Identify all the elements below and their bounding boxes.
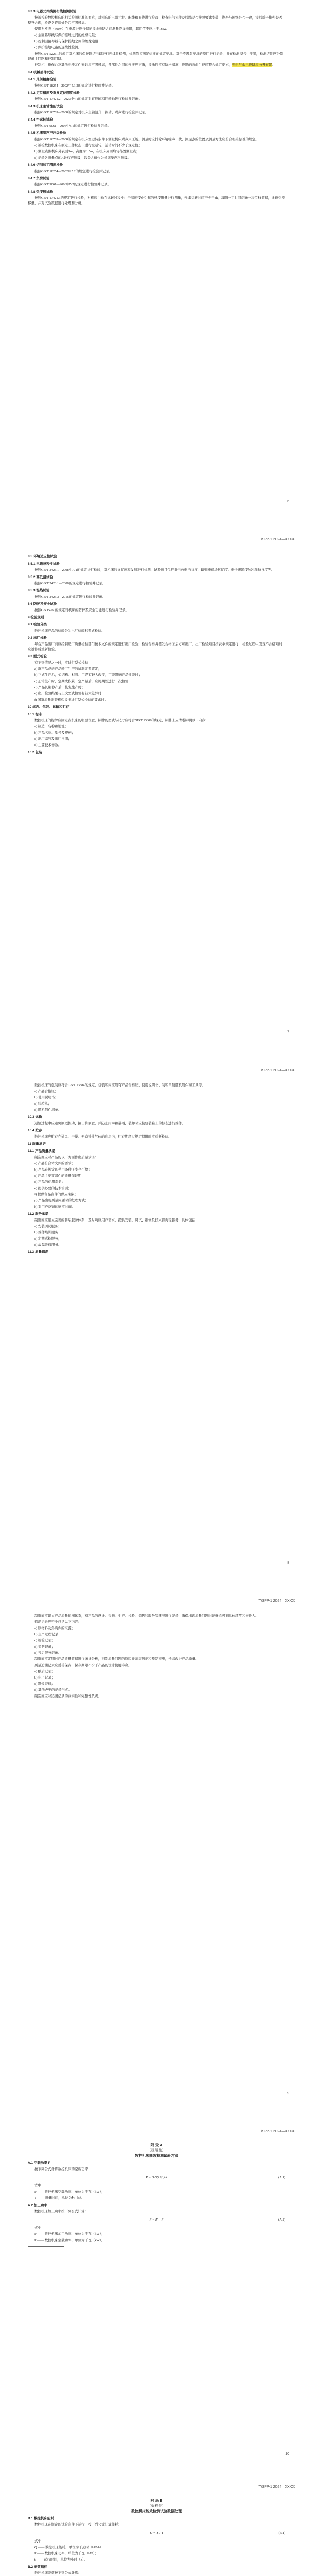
list-item <box>28 1205 285 1210</box>
section-heading <box>28 1212 285 1217</box>
page-number: 6 <box>287 500 289 503</box>
list-item <box>28 724 285 730</box>
paragraph <box>28 2167 285 2172</box>
line-text: 8.4.5 机床噪声声压级检验 <box>28 131 66 135</box>
formula-a2 <box>28 2217 285 2223</box>
line-text: 数控机床的包装应符合GB/T 13384的规定，包装箱内应附有产品合格证、使用说明书、装箱单及随机附件和工具等。 <box>34 1083 205 1087</box>
line-text: 11 质量承诺 <box>28 1142 46 1146</box>
list-item <box>28 45 285 50</box>
paragraph <box>28 1083 285 1088</box>
formula-b1 <box>28 2531 285 2536</box>
list-item <box>28 1632 285 1637</box>
formula-b1-number: (B.1) <box>278 2531 285 2535</box>
paragraph <box>28 1694 285 1699</box>
line-text: 按照GB/T 18254—2002中5.1.2的规定进行检验并记录。 <box>34 84 115 88</box>
list-item <box>28 1626 285 1631</box>
list-item <box>28 1186 285 1191</box>
list-item <box>28 156 285 161</box>
line-text: 8.5 环境适应性试验 <box>28 555 57 558</box>
annex-name: 数控机床能效检测试验数据处理 <box>131 2510 182 2513</box>
section-heading <box>28 77 285 82</box>
section-heading <box>28 1115 285 1120</box>
section-heading <box>28 131 285 136</box>
line-text: Q —— 数控机床能耗，单位为千瓦时（kW·h）； <box>34 2546 105 2549</box>
paragraph <box>28 642 285 652</box>
line-text: f) 国家质量监督机构提出进行型式检验的要求时。 <box>34 698 108 702</box>
line-text: 8.5.3 湿热试验 <box>28 589 50 592</box>
section-heading <box>28 91 285 96</box>
section-heading <box>28 2565 285 2570</box>
paragraph <box>28 1663 285 1668</box>
line-text: 数控机床能效按下列公式计算： <box>34 2571 81 2575</box>
section-heading <box>28 654 285 659</box>
annex-b-mid <box>28 2539 285 2576</box>
line-text: a) 原材料及外购件的来源； <box>34 1626 75 1630</box>
list-item <box>28 2232 285 2237</box>
list-item <box>28 1198 285 1204</box>
line-text: c) 正常生产时，定期或积累一定产量后，应周期性进行一次检验； <box>34 680 132 683</box>
section-heading <box>28 1128 285 1133</box>
paragraph <box>28 1620 285 1625</box>
list-item <box>28 743 285 748</box>
list-item <box>28 2557 285 2563</box>
page-10 <box>12 2123 299 2479</box>
document-header: T/SPP-1 2024—XXXX <box>258 538 295 541</box>
paragraph <box>28 27 285 32</box>
list-item <box>28 2196 285 2201</box>
line-text: c) 装箱单； <box>34 1102 51 1106</box>
line-text: 8.4.6 切削加工精度检验 <box>28 163 63 167</box>
line-text: a) 制造厂名称和地址； <box>34 725 68 728</box>
line-text: 有下列情况之一时，应进行型式检验： <box>34 661 92 665</box>
line-text: 8.5.2 高低温试验 <box>28 575 53 579</box>
line-text: d) 产品长期停产后，恢复生产时； <box>34 686 85 689</box>
line-text: 每台产品出厂前应经制造厂质量检验部门按本文件的规定进行出厂检验，检验合格并签发合格证后方可出厂。出厂检验项目按表中规定进行，检验过程中发现不合格项时应返修后重新检验。 <box>28 642 282 651</box>
line-text: 控制柜、操作台及其他电器元件安装应牢固可靠，各部件之间的连接应正确，接插件应有防松措施，线缆的弯曲半径应符合规定要求，强电与弱电线路应分开布置。 <box>34 63 275 67</box>
paragraph <box>28 718 285 723</box>
line-text: f) 提供备品备件的供应期限； <box>34 1193 78 1196</box>
annex-end-rule <box>28 2246 64 2247</box>
line-text: 按照GB/T 16769—2008的规定对机床主轴温升、振动、噪声进行检验并记录。 <box>34 111 149 114</box>
line-text: 制造商应定期对产品质量数据进行统计分析，识别质量问题的原因并采取纠正和预防措施，持续改进产品质量。 <box>34 1657 199 1661</box>
annex-label: 附 录 B <box>150 2499 163 2503</box>
document-header: T/SPP-1 2024—XXXX <box>258 1069 295 1072</box>
list-item <box>28 1161 285 1166</box>
line-text: 制造商应建立产品质量追溯体系，对产品的设计、采购、生产、检验、销售和服务等环节进行记录，确保出现质量问题时能够追溯到具体环节和责任人。 <box>34 1614 259 1618</box>
paragraph <box>28 52 285 62</box>
line-text: 8.4.3 机床主轴性能试验 <box>28 105 63 108</box>
line-text: 数控机床的标牌应固定在机床的明显位置，标牌的型式与尺寸应符合GB/T 13306的规定，标牌上应清晰标明以下内容： <box>34 719 209 722</box>
list-item <box>28 1101 285 1107</box>
paragraph <box>28 595 285 600</box>
line-text: 9.1 检验分类 <box>28 623 47 626</box>
list-item <box>28 667 285 672</box>
page-9-body <box>28 1614 285 1700</box>
paragraph <box>28 137 285 142</box>
line-text: d) 随机附件清单。 <box>34 1108 62 1112</box>
line-text: a) 主回路导线与保护接地之间的绝缘电阻； <box>34 33 98 37</box>
line-text: 数控机床产品的检验分为出厂检验和型式检验。 <box>34 629 105 633</box>
document-header: T/SPP-1 2024—XXXX <box>258 2130 295 2133</box>
line-text: b) 产品在规定的使用条件下安全可靠； <box>34 1168 92 1172</box>
line-text: 按照GB 15760的规定对机床的防护及安全功能进行检验并记录。 <box>34 608 129 612</box>
paragraph <box>28 169 285 174</box>
paragraph <box>28 15 285 26</box>
page-7 <box>12 531 299 1062</box>
list-item <box>28 1174 285 1179</box>
section-heading <box>28 705 285 710</box>
line-text: 按照GB/T 5226.1的规定对机床的保护联结电路进行连续性检测，检测值应满足标准的规定要求。对于不满足要求的项目进行记录，并在检测报告中注明，检测结果应分别记录主回路和控制回路。 <box>28 52 283 61</box>
formula-a1-number: (A.1) <box>278 2176 285 2179</box>
highlighted-text: 强电与弱电线路应分开布置 <box>232 63 272 67</box>
line-text: 按下列公式计算数控机床的空载功率： <box>34 2167 92 2171</box>
paragraph <box>28 196 285 206</box>
line-text: 追溯记录应至少包括以下内容： <box>34 1620 81 1624</box>
line-text: 10 标志、包装、运输和贮存 <box>28 705 70 709</box>
section-heading <box>28 615 285 620</box>
line-text: a) 被检数控机床在额定工作状态下进行空运转，运转时间不少于规定值； <box>34 144 142 147</box>
document-header: T/SPP-1 2024—XXXX <box>258 2485 295 2489</box>
section-heading <box>28 1149 285 1154</box>
section-heading <box>28 190 285 195</box>
list-item <box>28 1236 285 1242</box>
line-text: b) 操作培训服务； <box>34 1231 62 1234</box>
annex-a-body <box>28 2143 285 2250</box>
formula-a1 <box>28 2175 285 2180</box>
paragraph <box>28 2522 285 2528</box>
line-text: c) 出厂编号及出厂日期； <box>34 737 72 741</box>
line-text: t —— 运行时间，单位为小时（h）。 <box>34 2558 88 2562</box>
line-text: 8.4.7 负荷试验 <box>28 177 50 180</box>
line-text: c) 产品主要零部件的质量保证期； <box>34 1174 85 1178</box>
line-text: 10.2 包装 <box>28 751 42 754</box>
page-11 <box>12 2478 299 2576</box>
line-text: 数控机床在规定的试验条件下运行，按下列公式计算能耗： <box>34 2523 122 2527</box>
line-text: 8.6 防护及安全试验 <box>28 602 57 606</box>
list-item <box>28 679 285 684</box>
line-text: c) 影像资料； <box>34 1682 55 1686</box>
list-item <box>28 39 285 44</box>
line-text: 运输过程中应避免剧烈振动、撞击和倒置，并防止雨淋和暴晒，装卸时应按包装箱上的标志进行操作。 <box>34 1122 185 1125</box>
annex-a-mid <box>28 2183 285 2214</box>
line-text: d) 其他必要的记录形式。 <box>34 1688 72 1692</box>
paragraph <box>28 110 285 115</box>
line-text: e) 售后服务记录。 <box>34 1651 62 1655</box>
line-text: 制造商应建立完善的售后服务体系，及时响应用户需求，提供安装、调试、维修及技术咨询等服务，具体包括： <box>34 1218 199 1222</box>
line-text: d) 主要技术参数。 <box>34 743 62 747</box>
paragraph <box>28 1657 285 1662</box>
line-text: 9.3 型式检验 <box>28 655 47 658</box>
line-text: 8.3.3 电器元件线路布线检测试验 <box>28 10 77 13</box>
list-item <box>28 731 285 736</box>
line-text: 11.3 质量追溯 <box>28 1250 49 1254</box>
list-item <box>28 149 285 155</box>
line-text: P —— 数控机床空载功率，单位为千瓦（kW）； <box>34 2190 105 2194</box>
list-item <box>28 685 285 690</box>
annex-kind: （规范性） <box>147 2149 166 2153</box>
list-item <box>28 1167 285 1173</box>
line-text: b) 产品名称、型号及规格； <box>34 731 75 735</box>
annex-kind: （资料性） <box>147 2504 166 2508</box>
list-item <box>28 33 285 38</box>
paragraph <box>28 182 285 188</box>
line-text: h) 对用户反馈的响应时间。 <box>34 1205 75 1209</box>
paragraph <box>28 2226 285 2231</box>
line-text: b) 生产过程记录； <box>34 1633 62 1636</box>
paragraph <box>28 608 285 613</box>
paragraph <box>28 2539 285 2544</box>
paragraph <box>28 581 285 586</box>
annex-a-tail <box>28 2226 285 2243</box>
line-text: T —— 测量时间，单位为秒（s）。 <box>34 2196 85 2200</box>
page-number: 8 <box>287 1561 289 1565</box>
line-text: 10.3 运输 <box>28 1115 42 1119</box>
line-text: a) 安装调试服务； <box>34 1225 62 1228</box>
paragraph <box>28 2571 285 2576</box>
section-heading <box>28 622 285 628</box>
section-heading <box>28 176 285 181</box>
paragraph <box>28 63 285 68</box>
line-text: e) 提供必要的技术培训； <box>34 1187 72 1190</box>
line-text: 式中： <box>34 2539 45 2543</box>
paragraph <box>28 1155 285 1160</box>
line-text: 使用兆欧表（500V）在电源进线与保护接地电路之间测量绝缘电阻，其阻值不应小于1MΩ。 <box>34 27 170 31</box>
formula-a1-expr: P = (1/T)∫P(t)dt <box>146 2176 167 2179</box>
section-heading <box>28 70 285 75</box>
line-text: 9.2 出厂检验 <box>28 636 47 640</box>
paragraph <box>28 83 285 89</box>
line-text: 9 检验规则 <box>28 616 44 619</box>
paragraph <box>28 1614 285 1619</box>
page-8 <box>12 1061 299 1592</box>
section-heading <box>28 1142 285 1147</box>
line-text: b) 测量点距机床外表面1m，高度为1.5m，在机床周围均匀布置测量点； <box>34 150 140 154</box>
line-text: B.1 数控机床能耗 <box>28 2517 54 2520</box>
list-item <box>28 1230 285 1235</box>
page-7-body <box>28 552 285 756</box>
paragraph <box>28 1218 285 1223</box>
page-6-body <box>28 7 285 207</box>
list-item <box>28 1682 285 1687</box>
line-text: 按照GB/T 16769—2008的规定在机床空运转条件下测量机床噪声声压级，测量时应排除环境噪声干扰，测量点的位置及测量方法应符合相关标准的规定。 <box>34 138 259 141</box>
list-item <box>28 2545 285 2550</box>
line-text: A.1 空载功率 P <box>28 2161 51 2165</box>
section-heading <box>28 575 285 580</box>
line-text: 8.4.8 热变形试验 <box>28 190 53 194</box>
line-text: 8.4.4 空运转试验 <box>28 118 53 122</box>
annex-name: 数控机床能效检测试验方法 <box>135 2154 178 2158</box>
line-text: c) 定期巡检服务； <box>34 1237 62 1241</box>
section-heading <box>28 636 285 641</box>
line-text: 8.4.2 定位精度及重复定位精度检验 <box>28 91 80 95</box>
line-text: 8.4 机械部件试验 <box>28 71 54 74</box>
list-item <box>28 2238 285 2243</box>
page-number: 10 <box>285 2452 289 2456</box>
line-text: a) 产品符合本文件的要求； <box>34 1162 75 1165</box>
paragraph <box>28 2183 285 2189</box>
list-item <box>28 691 285 697</box>
list-item <box>28 1669 285 1674</box>
line-text: P —— 数控机床加工功率，单位为千瓦（kW）； <box>34 2232 105 2236</box>
line-text: a) 新产品或老产品转厂生产的试制定型鉴定； <box>34 667 102 671</box>
list-item <box>28 737 285 742</box>
page-number: 9 <box>287 2092 289 2095</box>
paragraph <box>28 1121 285 1126</box>
page-8-body <box>28 1083 285 1256</box>
formula-a2-expr: P = P − P <box>149 2218 164 2222</box>
annex-a-intro <box>28 2161 285 2172</box>
list-item <box>28 1243 285 1248</box>
line-text: 11.2 服务承诺 <box>28 1212 49 1216</box>
list-item <box>28 698 285 703</box>
list-item <box>28 1675 285 1681</box>
section-heading <box>28 2203 285 2208</box>
page-6 <box>12 0 299 531</box>
section-heading <box>28 750 285 755</box>
line-text: a) 纸质记录； <box>34 1670 55 1673</box>
section-heading <box>28 602 285 607</box>
line-text: b) 控制回路导线与保护接地之间的绝缘电阻； <box>34 40 102 43</box>
line-text: 按照GB/T 17421.3的规定进行检验，对机床主轴在运转过程中由于温度变化引起的热变形量进行测量，连续运转时间不少于4h，每隔一定时间记录一次位移数据，计算热漂移量，并对试验数据进行处理和分析。 <box>28 196 285 205</box>
line-text: P —— 数控机床功率，单位为千瓦（kW）； <box>34 2552 98 2555</box>
line-text: 10.1 标志 <box>28 713 42 716</box>
list-item <box>28 673 285 678</box>
list-item <box>28 1224 285 1229</box>
section-heading <box>28 117 285 123</box>
line-text: 8.5.1 电磁兼容性试验 <box>28 562 60 566</box>
line-text: 按照GB/T 18254—2002中5.2的规定进行检验并记录。 <box>34 170 113 173</box>
list-item <box>28 1089 285 1094</box>
list-item <box>28 1108 285 1113</box>
section-heading <box>28 2161 285 2166</box>
section-heading <box>28 562 285 567</box>
line-text: 制造商应对产品的以下方面作出质量承诺： <box>34 1156 98 1159</box>
line-text: d) 销售记录； <box>34 1645 55 1649</box>
section-heading <box>28 163 285 168</box>
line-text: 式中： <box>34 2226 45 2230</box>
line-text: 按照GB/T 2423.1—2008中A.1的规定进行检验，对机床的抗扰度和发射进行检测，试验项目包括静电放电抗扰度、辐射电磁场抗扰度、电快速瞬变脉冲群抗扰度等。 <box>34 568 275 572</box>
list-item <box>28 1095 285 1100</box>
formula-b1-expr: Q = Σ P t <box>150 2531 163 2535</box>
list-item <box>28 1180 285 1185</box>
annex-label: 附 录 A <box>150 2144 163 2147</box>
section-heading <box>28 104 285 109</box>
page-9 <box>12 1592 299 2123</box>
paragraph <box>28 629 285 634</box>
paragraph <box>28 568 285 573</box>
page-number: 7 <box>287 1030 289 1034</box>
line-text: A.2 加工功率 <box>28 2204 47 2207</box>
section-heading <box>28 588 285 594</box>
line-text: b) 正式生产后，如结构、材料、工艺有较大改变，可能影响产品性能时； <box>34 673 142 677</box>
paragraph <box>28 97 285 102</box>
line-text: g) 产品出现质量问题时的处理方式； <box>34 1199 89 1202</box>
line-text: 10.4 贮存 <box>28 1129 42 1132</box>
section-heading <box>28 9 285 14</box>
list-item <box>28 1645 285 1650</box>
line-text: 按照GB/T 2423.3—2016的规定进行检验并记录。 <box>34 595 106 599</box>
annex-b-body <box>28 2499 285 2576</box>
line-text: 数控机床应贮存在通风、干燥、无腐蚀性气体的库房内，贮存期超过规定期限时应重新检验。 <box>34 1135 172 1139</box>
section-heading <box>28 1250 285 1255</box>
paragraph <box>28 2209 285 2214</box>
line-text: 按被检验数控机床的相关检测标准的要求，对机床的电器元件、配线和布线进行检查，检查电气元件及线路是否按照要求安装，线号与图纸是否一致，接线端子排列是否整齐合理，检查各连接处是否牢固可靠。 <box>28 16 282 25</box>
line-text: 8.4.1 几何精度检验 <box>28 78 57 81</box>
line-text: b) 电子记录； <box>34 1676 55 1680</box>
section-heading <box>28 554 285 560</box>
line-text: 11.1 产品质量承诺 <box>28 1149 56 1153</box>
list-item <box>28 1688 285 1693</box>
line-text: b) 使用说明书； <box>34 1096 59 1099</box>
line-text: 按照GB/T 9061—2006中5.1的规定进行检验并记录。 <box>34 124 111 128</box>
line-text: 质量追溯记录应妥善保存，保存期限不少于产品的设计使用寿命。 <box>34 1664 132 1667</box>
section-heading <box>28 2516 285 2521</box>
annex-b-intro <box>28 2516 285 2528</box>
paragraph <box>28 124 285 129</box>
list-item <box>28 1651 285 1656</box>
line-text: e) 出厂检验结果与上次型式检验有较大差异时； <box>34 692 105 696</box>
line-text: 按照GB/T 9061—2006中5.2的规定进行检验并记录。 <box>34 183 111 187</box>
list-item <box>28 2551 285 2556</box>
line-text: c) 保护接地电路的连续性检测。 <box>34 46 82 49</box>
line-text: 按照GB/T 17421.2—2023中4.1的规定对直线轴和回转轴进行检验并记录。 <box>34 97 142 101</box>
list-item <box>28 143 285 148</box>
line-text: a) 产品合格证； <box>34 1090 58 1093</box>
line-text: d) 产品的使用寿命； <box>34 1180 65 1184</box>
list-item <box>28 2190 285 2195</box>
line-text: 按照GB/T 2423.1—2008的规定进行检验并记录。 <box>34 582 106 585</box>
list-item <box>28 1638 285 1643</box>
line-text: c) 检验记录； <box>34 1639 55 1642</box>
section-heading <box>28 712 285 717</box>
formula-a2-number: (A.2) <box>278 2218 285 2222</box>
line-text: d) 故障维修服务。 <box>34 1243 62 1247</box>
list-item <box>28 1192 285 1197</box>
line-text: 制造商应对追溯记录的真实性和完整性负责。 <box>34 1694 101 1698</box>
line-text: 式中： <box>34 2184 45 2188</box>
line-text: P —— 数控机床空载功率，单位为千瓦（kW）。 <box>34 2239 105 2242</box>
line-text: 数控机床加工功率按下列公式计算： <box>34 2210 88 2213</box>
line-text: B.2 能效指标 <box>28 2565 47 2569</box>
paragraph <box>28 660 285 666</box>
document-header: T/SPP-1 2024—XXXX <box>258 1599 295 1603</box>
line-text: c) 记录各测量点的A计权声压级，取最大值作为机床噪声声压级。 <box>34 156 131 160</box>
paragraph <box>28 1134 285 1140</box>
